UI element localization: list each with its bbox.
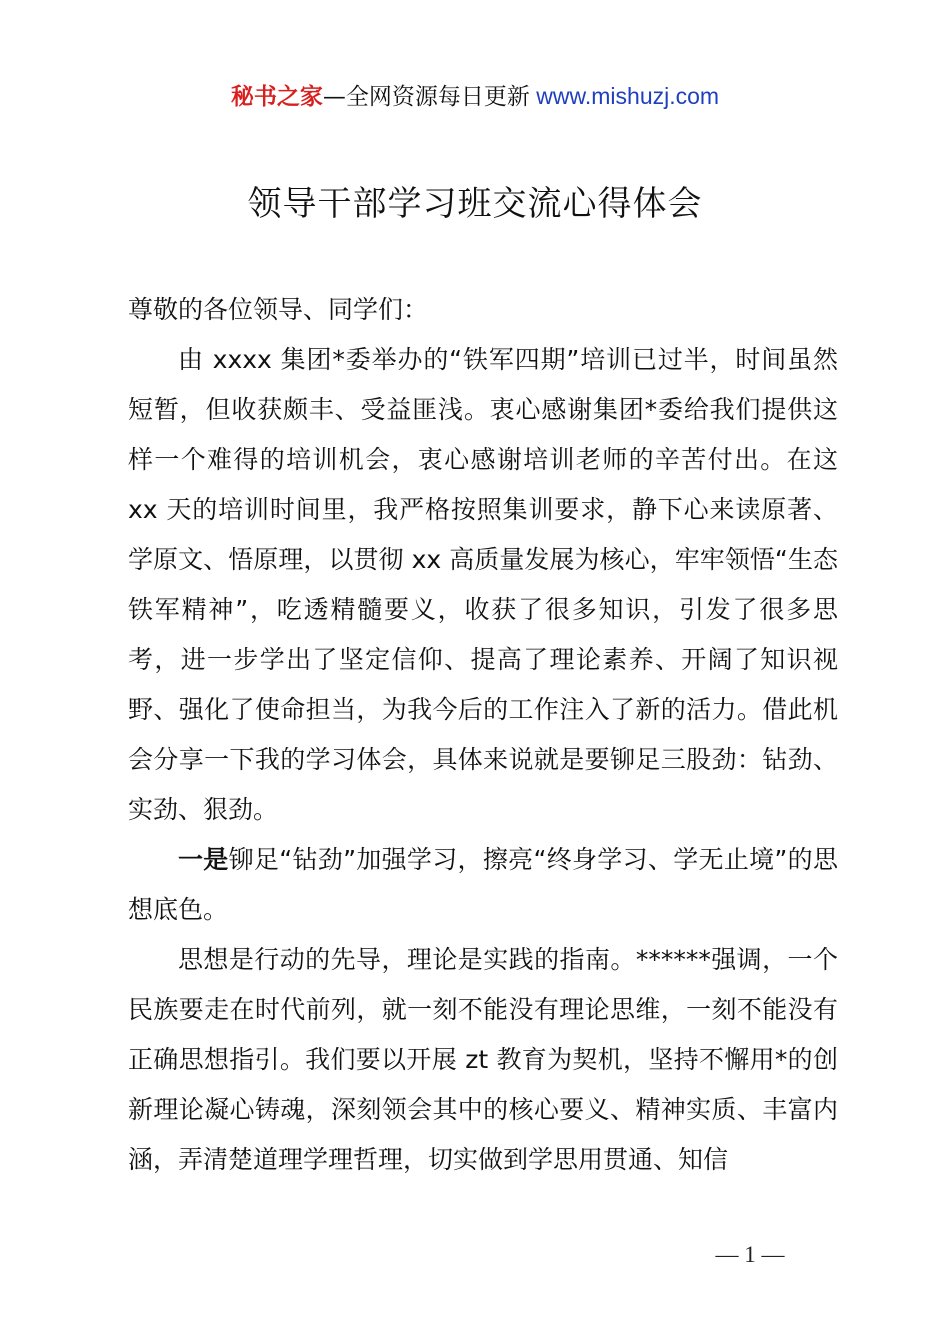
site-header (0, 80, 950, 113)
point-lead: 一是 (178, 845, 229, 874)
point-heading (128, 835, 838, 935)
site-brand: 秘书之家 (230, 84, 323, 110)
document-title: 领导干部学习班交流心得体会 (247, 184, 703, 224)
site-tagline: —全网资源每日更新 (322, 84, 530, 110)
site-url[interactable]: www.mishuzj.com (529, 83, 720, 109)
point-text: 铆足“钻劲”加强学习，擦亮“终身学习、学无止境”的思想底色。 (128, 845, 838, 924)
document-body (128, 285, 838, 1185)
page-number: — 1 — (715, 1242, 785, 1267)
paragraph: 思想是行动的先导，理论是实践的指南。******强调，一个民族要走在时代前列，就一刻不能没有理论思维，一刻不能没有正确思想指引。我们要以开展 zt 教育为契机，坚持不懈用*的创新理论凝心铸魂，深刻领会其中的核心要义、精神实质、丰富内涵，弄清楚道理学理哲理，切实做到学思用贯通、知信 (128, 945, 838, 1174)
paragraph: 由 xxxx 集团*委举办的“铁军四期”培训已过半，时间虽然短暂，但收获颇丰、受益匪浅。衷心感谢集团*委给我们提供这样一个难得的培训机会，衷心感谢培训老师的辛苦付出。在这 xx 天的培训时间里，我严格按照集训要求，静下心来读原著、学原文、悟原理，以贯彻 xx 高质量发展为核心，牢牢领悟“生态铁军精神”，吃透精髓要义，收获了很多知识，引发了很多思考，进一步学出了坚定信仰、提高了理论素养、开阔了知识视野、强化了使命担当，为我今后的工作注入了新的活力。借此机会分享一下我的学习体会，具体来说就是要铆足三股劲：钻劲、实劲、狠劲。 (128, 345, 838, 824)
salutation: 尊敬的各位领导、同学们： (128, 295, 429, 324)
